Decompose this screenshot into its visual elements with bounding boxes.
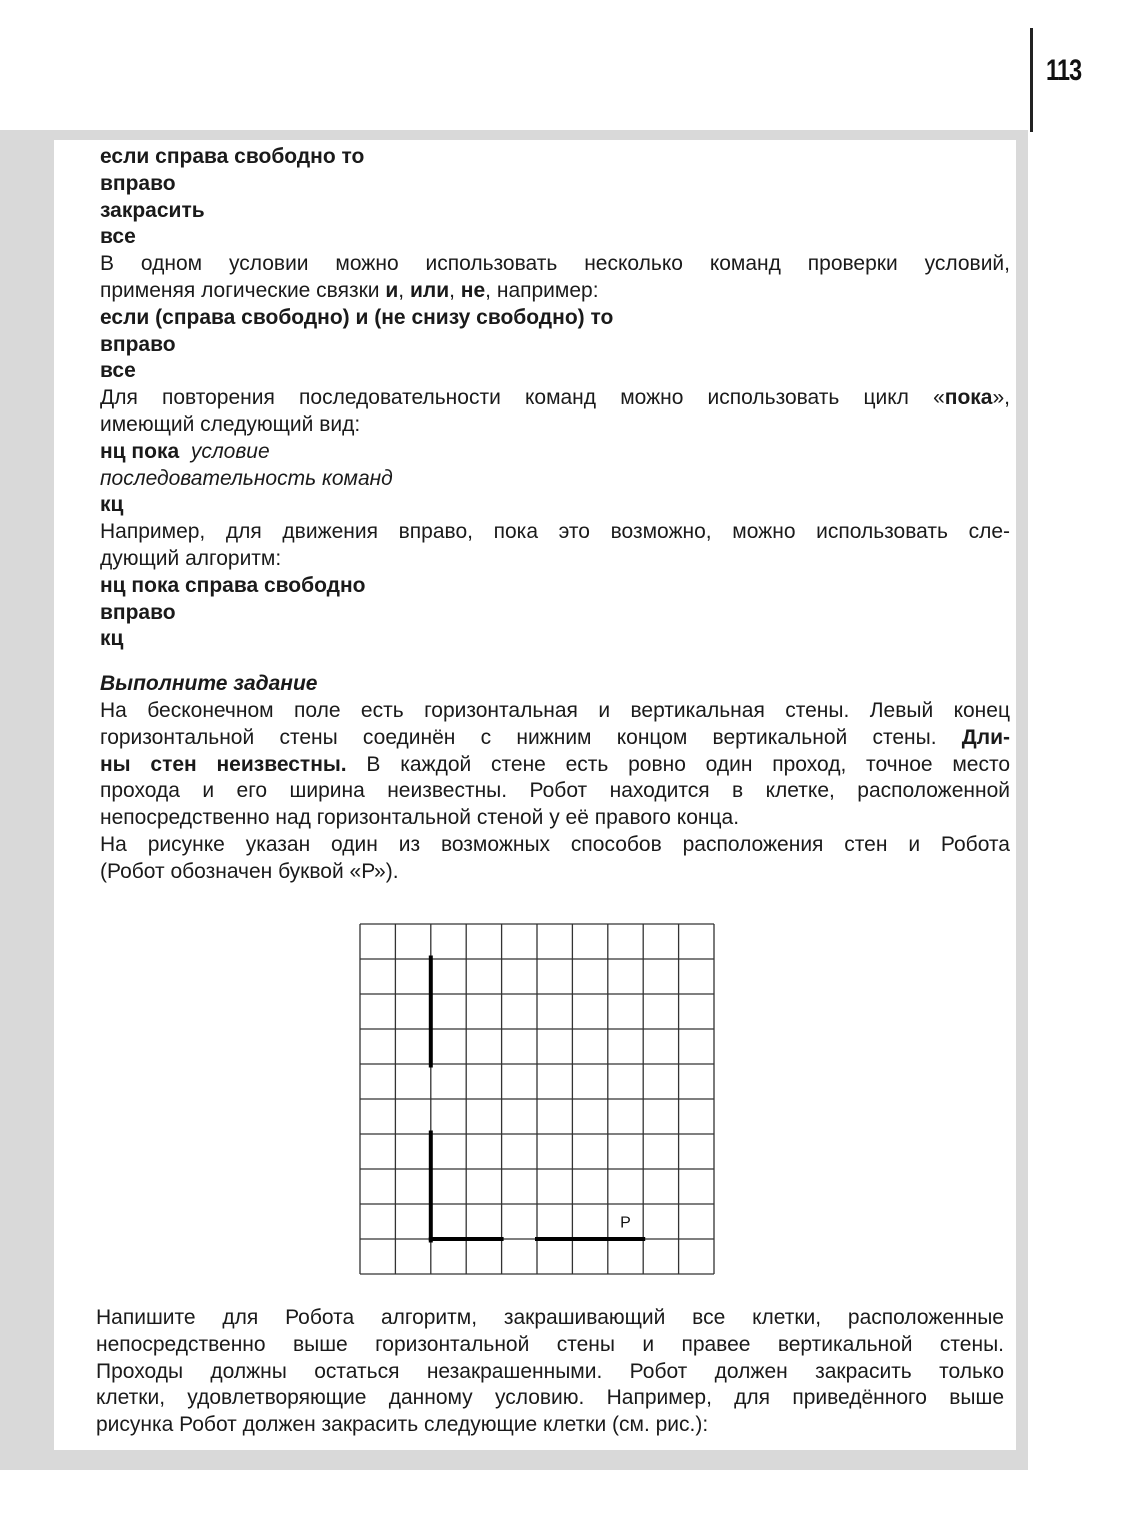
robot-label: Р [620, 1214, 631, 1232]
task-line6: На рисунке указан один из возможных способов расположения стен и Робота [100, 832, 1010, 856]
final-line1: Напишите для Робота алгоритм, закрашивающий все клетки, расположенные [96, 1306, 1004, 1329]
page-number: 113 [1046, 54, 1082, 87]
para1-line1: В одном условии можно использовать несколько команд проверки условий, [100, 252, 1010, 276]
code1-line1: если справа свободно то [100, 145, 365, 168]
task-line5: непосредственно над горизонтальной стеной у её правого конца. [100, 806, 740, 830]
page-header-rule [1030, 28, 1033, 132]
para2-line2: имеющий следующий вид: [100, 412, 361, 436]
task-heading: Выполните задание [100, 672, 318, 696]
code1-line4: все [100, 225, 136, 249]
code2-line3: все [100, 359, 136, 383]
task-line2: горизонтальной стены соединён с нижним концом вертикальной стены. Дли- [100, 725, 1010, 749]
code3-line2: последовательность команд [100, 466, 393, 490]
task-line4: прохода и его ширина неизвестны. Робот находится в клетке, расположенной [100, 779, 1010, 803]
code3-line3: кц [100, 493, 124, 517]
para2-line1: Для повторения последовательности команд можно использовать цикл «пока», [100, 386, 1010, 410]
task-line3: ны стен неизвестны. В каждой стене есть ровно один проход, точное место [100, 752, 1011, 776]
code4-line3: кц [100, 627, 124, 651]
final-line3: Проходы должны остаться незакрашенными. Робот должен закрасить только [96, 1359, 1004, 1383]
code3-line1: нц пока условие [100, 439, 270, 463]
code2-line1: если (справа свободно) и (не снизу свободно) то [100, 305, 614, 329]
final-line2: непосредственно выше горизонтальной стены и правее вертикальной стены. [96, 1332, 1004, 1356]
robot-grid-figure [358, 922, 718, 1278]
code2-line2: вправо [100, 332, 176, 356]
final-line4: клетки, удовлетворяющие данному условию. Например, для приведённого выше [96, 1386, 1004, 1410]
main-text [100, 144, 1010, 886]
para3-line1: Например, для движения вправо, пока это возможно, можно использовать сле- [100, 520, 1010, 544]
code1-line3: закрасить [100, 198, 205, 222]
task-line7: (Робот обозначен буквой «Р»). [100, 859, 399, 883]
para3-line2: дующий алгоритм: [100, 546, 282, 570]
code1-line2: вправо [100, 171, 176, 195]
code4-line2: вправо [100, 600, 176, 624]
final-text [96, 1305, 1004, 1439]
para1-line2: применяя логические связки и, или, не, например: [100, 278, 599, 302]
task-line1: На бесконечном поле есть горизонтальная и вертикальная стены. Левый конец [100, 698, 1010, 722]
final-line5: рисунка Робот должен закрасить следующие клетки (см. рис.): [96, 1413, 709, 1437]
code4-line1: нц пока справа свободно [100, 573, 366, 597]
